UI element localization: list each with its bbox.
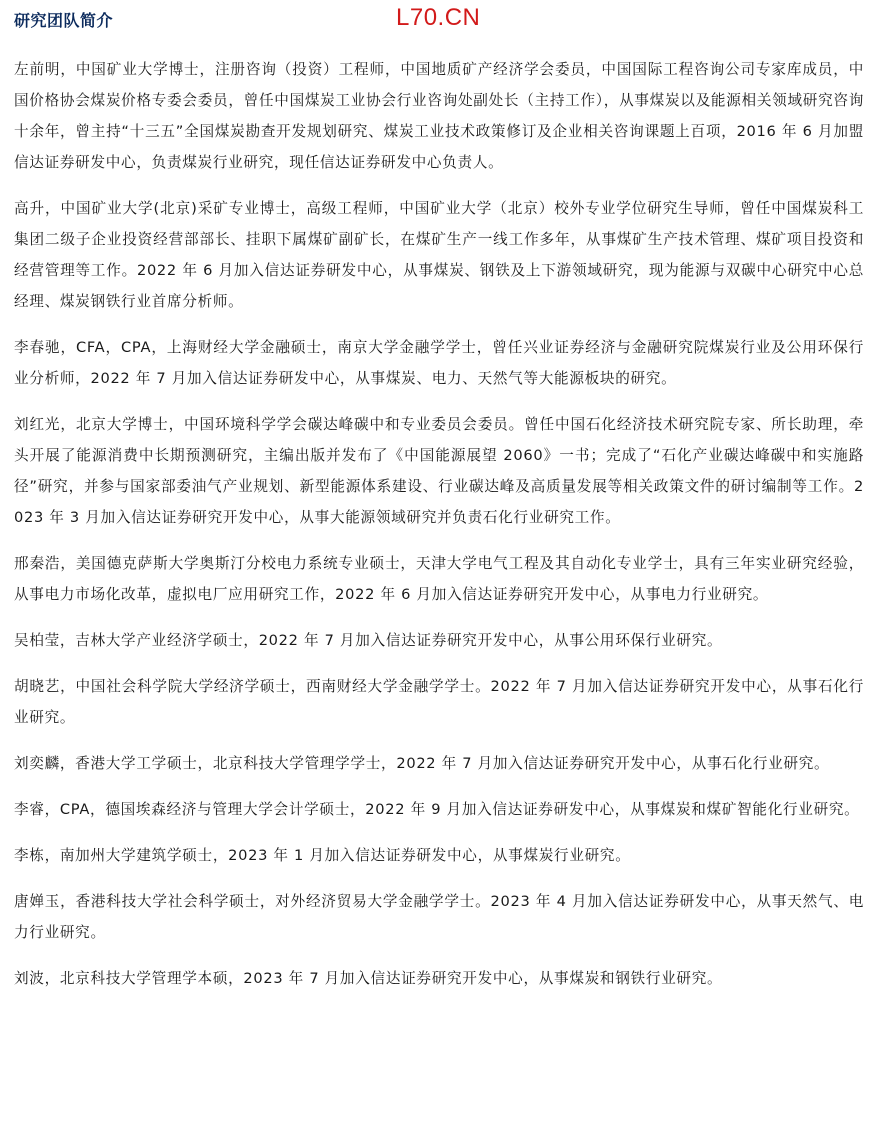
section-title: 研究团队简介 — [14, 11, 114, 30]
bio-paragraph: 刘奕麟，香港大学工学硕士，北京科技大学管理学学士，2022 年 7 月加入信达证券研究开发中心，从事石化行业研究。 — [14, 755, 830, 772]
bio-paragraph: 高升，中国矿业大学(北京)采矿专业博士，高级工程师，中国矿业大学（北京）校外专业学位研究生导师，曾任中国煤炭科工集团二级子企业投资经营部部长、挂职下属煤矿副矿长，在煤矿生产一线工作多年，从事煤矿生产技术管理、煤矿项目投资和经营管理等工作。2022 年 6 月加入信达证券研发中心，从事煤炭、钢铁及上下游领域研究，现为能源与双碳中心研究中心总经理、煤炭钢铁行业首席分析师。 — [14, 200, 864, 310]
page-header — [14, 4, 864, 38]
bio-paragraph: 刘波，北京科技大学管理学本硕，2023 年 7 月加入信达证券研究开发中心，从事煤炭和钢铁行业研究。 — [14, 970, 723, 987]
bio-paragraph: 刘红光，北京大学博士，中国环境科学学会碳达峰碳中和专业委员会委员。曾任中国石化经济技术研究院专家、所长助理，牵头开展了能源消费中长期预测研究，主编出版并发布了《中国能源展望 2060》一书；完成了“石化产业碳达峰碳中和实施路径”研究，并参与国家部委油气产业规划、新型能源体系建设、行业碳达峰及高质量发展等相关政策文件的研讨编制等工作。2023 年 3 月加入信达证券研究开发中心，从事大能源领域研究并负责石化行业研究工作。 — [14, 416, 864, 526]
watermark-logo: L70.CN — [396, 4, 481, 31]
bio-paragraph: 李春驰，CFA，CPA，上海财经大学金融硕士，南京大学金融学学士，曾任兴业证券经济与金融研究院煤炭行业及公用环保行业分析师，2022 年 7 月加入信达证券研发中心，从事煤炭、电力、天然气等大能源板块的研究。 — [14, 339, 864, 387]
bio-paragraph: 吴柏莹，吉林大学产业经济学硕士，2022 年 7 月加入信达证券研究开发中心，从事公用环保行业研究。 — [14, 632, 723, 649]
bio-paragraph: 胡晓艺，中国社会科学院大学经济学硕士，西南财经大学金融学学士。2022 年 7 月加入信达证券研究开发中心，从事石化行业研究。 — [14, 678, 864, 726]
bio-paragraph: 李睿，CPA，德国埃森经济与管理大学会计学硕士，2022 年 9 月加入信达证券研发中心，从事煤炭和煤矿智能化行业研究。 — [14, 801, 860, 818]
team-bio-list — [14, 54, 864, 994]
bio-paragraph: 邢秦浩，美国德克萨斯大学奥斯汀分校电力系统专业硕士，天津大学电气工程及其自动化专业学士，具有三年实业研究经验，从事电力市场化改革，虚拟电厂应用研究工作，2022 年 6 月加入信达证券研究开发中心，从事电力行业研究。 — [14, 555, 864, 603]
bio-paragraph: 左前明，中国矿业大学博士，注册咨询（投资）工程师，中国地质矿产经济学会委员，中国国际工程咨询公司专家库成员，中国价格协会煤炭价格专委会委员，曾任中国煤炭工业协会行业咨询处副处长（主持工作），从事煤炭以及能源相关领域研究咨询十余年，曾主持“十三五”全国煤炭勘查开发规划研究、煤炭工业技术政策修订及企业相关咨询课题上百项，2016 年 6 月加盟信达证券研发中心，负责煤炭行业研究，现任信达证券研发中心负责人。 — [14, 61, 864, 171]
bio-paragraph: 李栋，南加州大学建筑学硕士，2023 年 1 月加入信达证券研发中心，从事煤炭行业研究。 — [14, 847, 631, 864]
bio-paragraph: 唐婵玉，香港科技大学社会科学硕士，对外经济贸易大学金融学学士。2023 年 4 月加入信达证券研发中心，从事天然气、电力行业研究。 — [14, 893, 864, 941]
